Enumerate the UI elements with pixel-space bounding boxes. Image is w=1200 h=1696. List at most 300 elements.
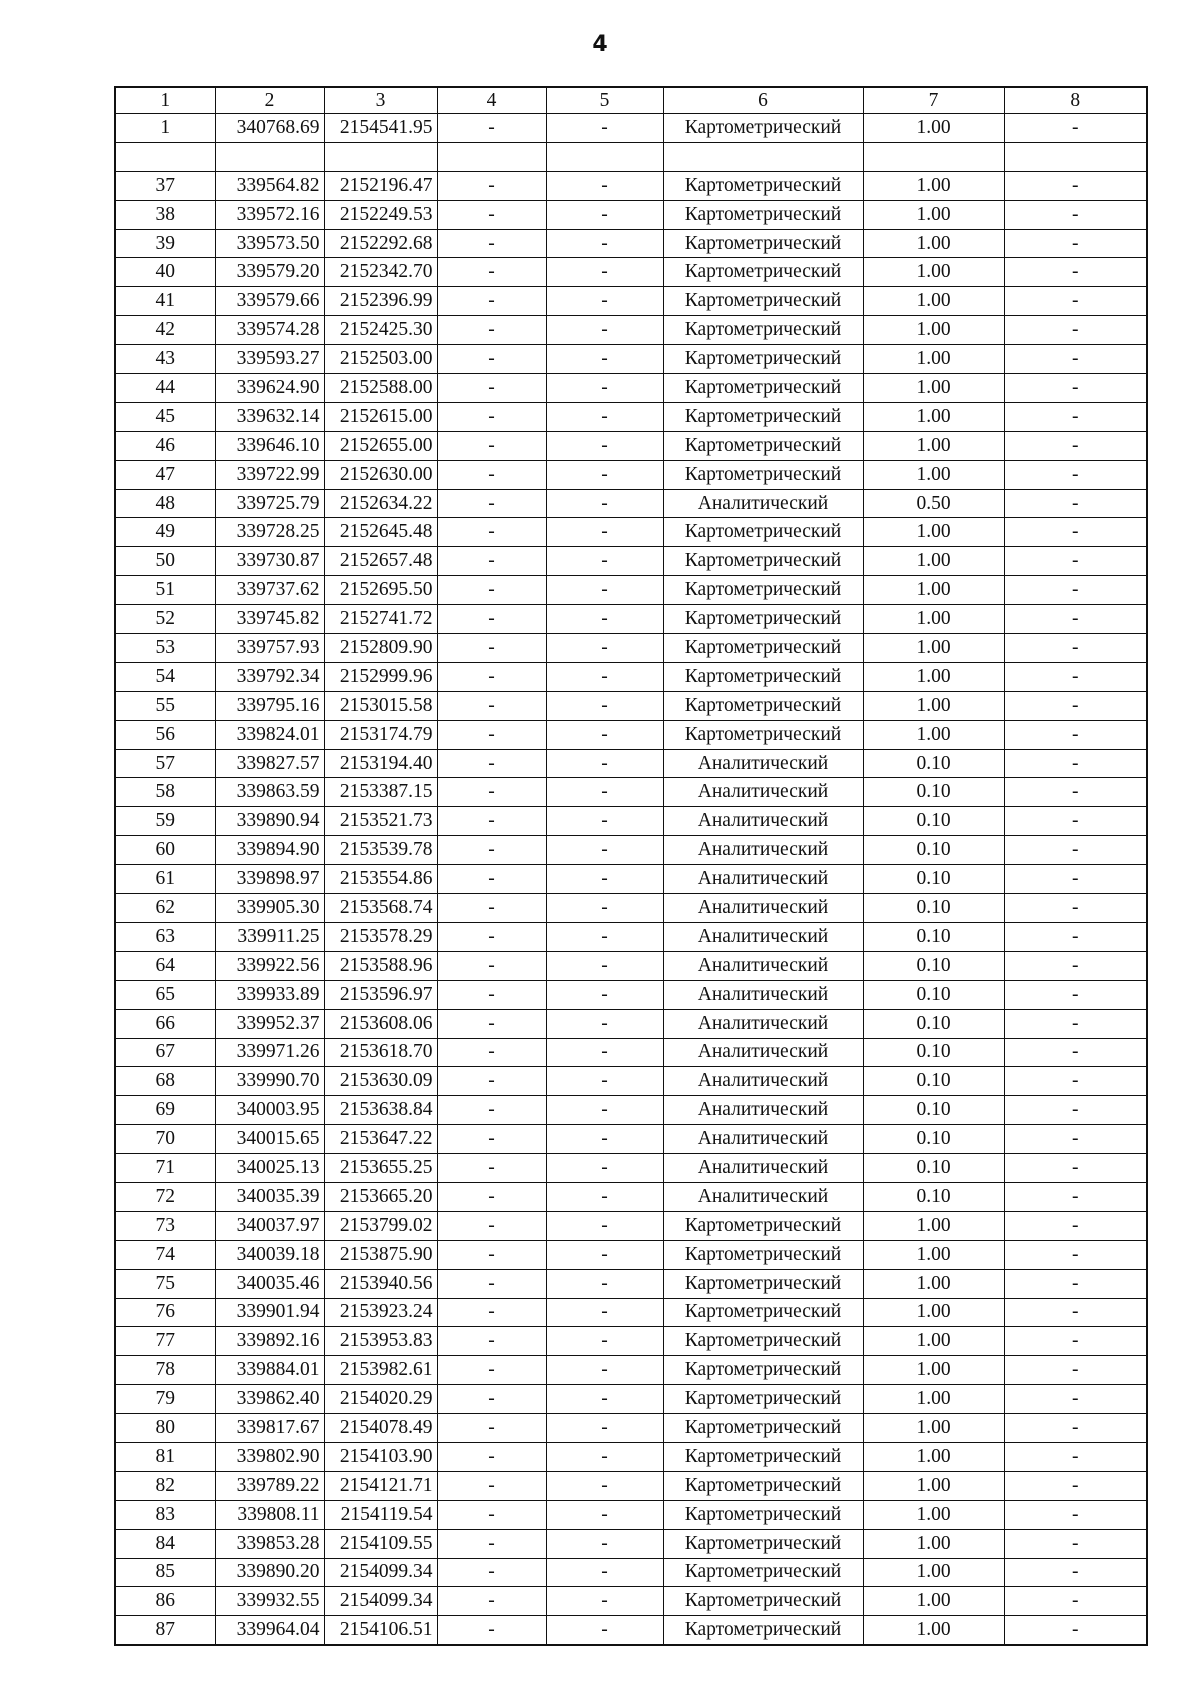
coordinate-y-cell: 2152503.00 [324, 345, 437, 374]
coordinate-x-cell: 339898.97 [215, 865, 324, 894]
column-5-value-cell: - [546, 865, 663, 894]
coordinate-y-cell: 2152396.99 [324, 287, 437, 316]
table-row [115, 1616, 1147, 1645]
coordinate-x-cell: 339990.70 [215, 1067, 324, 1096]
column-4-value-cell: - [437, 258, 546, 287]
coordinate-y-cell: 2152342.70 [324, 258, 437, 287]
column-5-value-cell: - [546, 1009, 663, 1038]
accuracy-cell: 1.00 [863, 287, 1004, 316]
accuracy-cell: 1.00 [863, 634, 1004, 663]
coordinate-x-cell: 339933.89 [215, 980, 324, 1009]
column-5-value-cell: - [546, 1154, 663, 1183]
column-5-value-cell: - [546, 229, 663, 258]
coordinate-y-cell: 2153647.22 [324, 1125, 437, 1154]
column-8-value-cell: - [1004, 1356, 1147, 1385]
column-5-value-cell: - [546, 1500, 663, 1529]
column-4-value-cell: - [437, 807, 546, 836]
table-row [115, 1240, 1147, 1269]
column-8-value-cell: - [1004, 489, 1147, 518]
coordinate-y-cell: 2152999.96 [324, 662, 437, 691]
column-8-value-cell: - [1004, 1529, 1147, 1558]
column-4-value-cell: - [437, 605, 546, 634]
column-8-value-cell: - [1004, 287, 1147, 316]
column-header-1: 1 [115, 87, 215, 114]
point-number-cell: 46 [115, 431, 215, 460]
coordinate-x-cell: 339573.50 [215, 229, 324, 258]
coordinate-y-cell: 2153194.40 [324, 749, 437, 778]
coordinate-x-cell: 339722.99 [215, 460, 324, 489]
coordinate-x-cell: 340768.69 [215, 114, 324, 143]
coordinate-x-cell: 340035.46 [215, 1269, 324, 1298]
column-5-value-cell: - [546, 1182, 663, 1211]
method-cell: Картометрический [663, 287, 863, 316]
column-8-value-cell: - [1004, 922, 1147, 951]
column-8-value-cell: - [1004, 894, 1147, 923]
column-5-value-cell: - [546, 171, 663, 200]
point-number-cell: 56 [115, 720, 215, 749]
point-number-cell: 80 [115, 1414, 215, 1443]
coordinate-y-cell: 2153588.96 [324, 951, 437, 980]
table-row [115, 865, 1147, 894]
coordinate-x-cell: 340037.97 [215, 1211, 324, 1240]
accuracy-cell: 1.00 [863, 1356, 1004, 1385]
method-cell: Картометрический [663, 1298, 863, 1327]
column-4-value-cell: - [437, 894, 546, 923]
method-cell: Аналитический [663, 749, 863, 778]
column-5-value-cell: - [546, 1067, 663, 1096]
point-number-cell: 71 [115, 1154, 215, 1183]
method-cell: Картометрический [663, 114, 863, 143]
method-cell: Картометрический [663, 1356, 863, 1385]
method-cell: Аналитический [663, 1067, 863, 1096]
method-cell: Картометрический [663, 547, 863, 576]
accuracy-cell: 1.00 [863, 1327, 1004, 1356]
column-8-value-cell: - [1004, 749, 1147, 778]
column-4-value-cell: - [437, 720, 546, 749]
accuracy-cell: 1.00 [863, 1269, 1004, 1298]
point-number-cell: 82 [115, 1471, 215, 1500]
table-row [115, 1471, 1147, 1500]
point-number-cell: 63 [115, 922, 215, 951]
table-row [115, 1154, 1147, 1183]
point-number-cell [115, 142, 215, 171]
coordinate-x-cell: 340039.18 [215, 1240, 324, 1269]
point-number-cell: 66 [115, 1009, 215, 1038]
point-number-cell: 62 [115, 894, 215, 923]
column-5-value-cell: - [546, 1558, 663, 1587]
point-number-cell: 60 [115, 836, 215, 865]
column-4-value-cell: - [437, 374, 546, 403]
coordinate-x-cell: 339862.40 [215, 1385, 324, 1414]
point-number-cell: 44 [115, 374, 215, 403]
accuracy-cell: 1.00 [863, 662, 1004, 691]
table-row [115, 894, 1147, 923]
column-5-value-cell: - [546, 1616, 663, 1645]
method-cell: Картометрический [663, 1385, 863, 1414]
table-row [115, 807, 1147, 836]
coordinate-x-cell: 339971.26 [215, 1038, 324, 1067]
point-number-cell: 85 [115, 1558, 215, 1587]
column-4-value-cell: - [437, 1182, 546, 1211]
column-8-value-cell: - [1004, 836, 1147, 865]
point-number-cell: 37 [115, 171, 215, 200]
coordinate-x-cell: 339905.30 [215, 894, 324, 923]
coordinate-y-cell: 2152292.68 [324, 229, 437, 258]
coordinate-y-cell: 2154119.54 [324, 1500, 437, 1529]
column-8-value-cell: - [1004, 1009, 1147, 1038]
point-number-cell: 76 [115, 1298, 215, 1327]
column-4-value-cell: - [437, 1154, 546, 1183]
method-cell: Картометрический [663, 1211, 863, 1240]
method-cell: Аналитический [663, 865, 863, 894]
coordinate-y-cell: 2154020.29 [324, 1385, 437, 1414]
column-4-value-cell: - [437, 200, 546, 229]
table-row [115, 1298, 1147, 1327]
coordinate-x-cell: 339964.04 [215, 1616, 324, 1645]
table-row [115, 345, 1147, 374]
column-8-value-cell: - [1004, 460, 1147, 489]
table-row [115, 171, 1147, 200]
method-cell: Картометрический [663, 1587, 863, 1616]
column-8-value-cell: - [1004, 1298, 1147, 1327]
accuracy-cell: 0.10 [863, 749, 1004, 778]
column-4-value-cell: - [437, 1240, 546, 1269]
accuracy-cell: 1.00 [863, 171, 1004, 200]
table-row [115, 460, 1147, 489]
method-cell: Аналитический [663, 836, 863, 865]
table-header-row [115, 87, 1147, 114]
method-cell: Картометрический [663, 1327, 863, 1356]
column-5-value-cell: - [546, 258, 663, 287]
table-row [115, 1096, 1147, 1125]
point-number-cell: 43 [115, 345, 215, 374]
method-cell: Картометрический [663, 345, 863, 374]
table-row [115, 1211, 1147, 1240]
method-cell: Картометрический [663, 460, 863, 489]
column-header-7: 7 [863, 87, 1004, 114]
coordinate-y-cell: 2153554.86 [324, 865, 437, 894]
table-row [115, 1009, 1147, 1038]
column-5-value-cell: - [546, 1471, 663, 1500]
column-4-value-cell: - [437, 1009, 546, 1038]
table-row [115, 114, 1147, 143]
column-5-value-cell: - [546, 547, 663, 576]
column-5-value-cell: - [546, 1096, 663, 1125]
column-4-value-cell: - [437, 634, 546, 663]
coordinate-x-cell: 339579.20 [215, 258, 324, 287]
point-number-cell: 54 [115, 662, 215, 691]
column-4-value-cell: - [437, 691, 546, 720]
accuracy-cell: 1.00 [863, 720, 1004, 749]
column-5-value-cell: - [546, 402, 663, 431]
coordinate-x-cell: 340025.13 [215, 1154, 324, 1183]
coordinate-y-cell: 2152630.00 [324, 460, 437, 489]
accuracy-cell: 0.10 [863, 1125, 1004, 1154]
accuracy-cell: 0.10 [863, 865, 1004, 894]
column-4-value-cell: - [437, 865, 546, 894]
coordinates-table [114, 86, 1148, 1646]
coordinate-y-cell: 2154099.34 [324, 1587, 437, 1616]
coordinate-x-cell: 339745.82 [215, 605, 324, 634]
coordinate-y-cell: 2152657.48 [324, 547, 437, 576]
method-cell: Аналитический [663, 1154, 863, 1183]
point-number-cell: 70 [115, 1125, 215, 1154]
column-4-value-cell: - [437, 1298, 546, 1327]
column-8-value-cell: - [1004, 1385, 1147, 1414]
column-8-value-cell: - [1004, 1471, 1147, 1500]
column-8-value-cell: - [1004, 1587, 1147, 1616]
column-8-value-cell: - [1004, 1067, 1147, 1096]
column-8-value-cell: - [1004, 691, 1147, 720]
table-row [115, 1182, 1147, 1211]
coordinate-y-cell: 2153015.58 [324, 691, 437, 720]
table-row [115, 576, 1147, 605]
method-cell: Картометрический [663, 258, 863, 287]
coordinate-x-cell: 339572.16 [215, 200, 324, 229]
method-cell: Аналитический [663, 1182, 863, 1211]
coordinate-x-cell: 339901.94 [215, 1298, 324, 1327]
coordinate-x-cell: 339922.56 [215, 951, 324, 980]
coordinate-x-cell: 339730.87 [215, 547, 324, 576]
point-number-cell: 72 [115, 1182, 215, 1211]
coordinate-y-cell: 2153875.90 [324, 1240, 437, 1269]
column-8-value-cell: - [1004, 980, 1147, 1009]
column-8-value-cell: - [1004, 200, 1147, 229]
method-cell: Аналитический [663, 489, 863, 518]
column-4-value-cell: - [437, 662, 546, 691]
coordinate-x-cell [215, 142, 324, 171]
method-cell: Картометрический [663, 1500, 863, 1529]
column-4-value-cell: - [437, 171, 546, 200]
method-cell: Картометрический [663, 374, 863, 403]
table-row [115, 1125, 1147, 1154]
column-4-value-cell: - [437, 114, 546, 143]
table-row [115, 316, 1147, 345]
column-5-value-cell: - [546, 1385, 663, 1414]
point-number-cell: 51 [115, 576, 215, 605]
coordinate-x-cell: 339808.11 [215, 1500, 324, 1529]
column-4-value-cell: - [437, 1067, 546, 1096]
column-4-value-cell: - [437, 287, 546, 316]
coordinate-x-cell: 339824.01 [215, 720, 324, 749]
point-number-cell: 52 [115, 605, 215, 634]
method-cell: Картометрический [663, 1471, 863, 1500]
column-4-value-cell: - [437, 1038, 546, 1067]
method-cell: Картометрический [663, 316, 863, 345]
table-row [115, 1385, 1147, 1414]
coordinate-y-cell: 2152425.30 [324, 316, 437, 345]
coordinate-x-cell: 339593.27 [215, 345, 324, 374]
coordinate-x-cell: 339853.28 [215, 1529, 324, 1558]
method-cell: Аналитический [663, 922, 863, 951]
method-cell: Картометрический [663, 1616, 863, 1645]
point-number-cell: 38 [115, 200, 215, 229]
method-cell: Картометрический [663, 229, 863, 258]
column-8-value-cell: - [1004, 1038, 1147, 1067]
point-number-cell: 42 [115, 316, 215, 345]
table-row [115, 229, 1147, 258]
column-8-value-cell: - [1004, 547, 1147, 576]
coordinate-y-cell [324, 142, 437, 171]
point-number-cell: 1 [115, 114, 215, 143]
accuracy-cell: 1.00 [863, 518, 1004, 547]
column-5-value-cell: - [546, 634, 663, 663]
coordinate-y-cell: 2152645.48 [324, 518, 437, 547]
coordinate-x-cell: 339789.22 [215, 1471, 324, 1500]
column-4-value-cell: - [437, 1616, 546, 1645]
accuracy-cell: 1.00 [863, 200, 1004, 229]
accuracy-cell: 1.00 [863, 1298, 1004, 1327]
coordinate-x-cell: 339894.90 [215, 836, 324, 865]
column-4-value-cell: - [437, 749, 546, 778]
table-body [115, 114, 1147, 1646]
coordinate-y-cell: 2153665.20 [324, 1182, 437, 1211]
column-5-value-cell: - [546, 605, 663, 634]
column-5-value-cell: - [546, 691, 663, 720]
table-row [115, 258, 1147, 287]
table-row [115, 547, 1147, 576]
point-number-cell: 45 [115, 402, 215, 431]
coordinate-y-cell: 2153655.25 [324, 1154, 437, 1183]
coordinate-x-cell: 339952.37 [215, 1009, 324, 1038]
column-5-value-cell: - [546, 460, 663, 489]
coordinate-x-cell: 339646.10 [215, 431, 324, 460]
method-cell: Аналитический [663, 980, 863, 1009]
table-row [115, 374, 1147, 403]
coordinate-y-cell: 2153923.24 [324, 1298, 437, 1327]
point-number-cell: 77 [115, 1327, 215, 1356]
table-row [115, 1442, 1147, 1471]
method-cell: Картометрический [663, 576, 863, 605]
coordinate-y-cell: 2153578.29 [324, 922, 437, 951]
coordinate-y-cell: 2152588.00 [324, 374, 437, 403]
point-number-cell: 83 [115, 1500, 215, 1529]
coordinate-y-cell: 2153618.70 [324, 1038, 437, 1067]
method-cell: Аналитический [663, 778, 863, 807]
accuracy-cell: 1.00 [863, 114, 1004, 143]
column-5-value-cell: - [546, 778, 663, 807]
column-8-value-cell: - [1004, 951, 1147, 980]
page-number: 4 [592, 32, 608, 57]
accuracy-cell: 0.10 [863, 778, 1004, 807]
table-row [115, 1067, 1147, 1096]
point-number-cell: 84 [115, 1529, 215, 1558]
point-number-cell: 75 [115, 1269, 215, 1298]
coordinate-x-cell: 339827.57 [215, 749, 324, 778]
column-5-value-cell: - [546, 489, 663, 518]
method-cell: Картометрический [663, 1558, 863, 1587]
column-4-value-cell: - [437, 778, 546, 807]
coordinate-y-cell: 2154078.49 [324, 1414, 437, 1443]
coordinate-x-cell: 339884.01 [215, 1356, 324, 1385]
method-cell: Картометрический [663, 171, 863, 200]
column-5-value-cell: - [546, 1356, 663, 1385]
accuracy-cell: 1.00 [863, 460, 1004, 489]
point-number-cell: 47 [115, 460, 215, 489]
accuracy-cell: 1.00 [863, 258, 1004, 287]
column-5-value-cell: - [546, 345, 663, 374]
column-8-value-cell: - [1004, 720, 1147, 749]
column-4-value-cell: - [437, 547, 546, 576]
point-number-cell: 79 [115, 1385, 215, 1414]
accuracy-cell: 0.10 [863, 807, 1004, 836]
accuracy-cell: 0.10 [863, 1038, 1004, 1067]
coordinate-x-cell: 339737.62 [215, 576, 324, 605]
column-8-value-cell: - [1004, 402, 1147, 431]
table-row [115, 1269, 1147, 1298]
point-number-cell: 50 [115, 547, 215, 576]
coordinate-y-cell: 2153596.97 [324, 980, 437, 1009]
accuracy-cell: 1.00 [863, 1442, 1004, 1471]
column-5-value-cell [546, 142, 663, 171]
column-4-value-cell: - [437, 1096, 546, 1125]
coordinate-y-cell: 2153539.78 [324, 836, 437, 865]
method-cell [663, 142, 863, 171]
point-number-cell: 64 [115, 951, 215, 980]
accuracy-cell: 1.00 [863, 1587, 1004, 1616]
column-8-value-cell: - [1004, 662, 1147, 691]
coordinate-y-cell: 2152741.72 [324, 605, 437, 634]
method-cell: Картометрический [663, 1414, 863, 1443]
coordinate-y-cell: 2152634.22 [324, 489, 437, 518]
coordinate-x-cell: 340003.95 [215, 1096, 324, 1125]
column-5-value-cell: - [546, 1240, 663, 1269]
column-8-value-cell: - [1004, 1558, 1147, 1587]
method-cell: Картометрический [663, 634, 863, 663]
column-8-value-cell: - [1004, 316, 1147, 345]
column-4-value-cell: - [437, 1442, 546, 1471]
table-row [115, 778, 1147, 807]
table-row [115, 1414, 1147, 1443]
coordinate-x-cell: 339574.28 [215, 316, 324, 345]
table-row [115, 836, 1147, 865]
column-5-value-cell: - [546, 951, 663, 980]
method-cell: Аналитический [663, 1096, 863, 1125]
point-number-cell: 58 [115, 778, 215, 807]
accuracy-cell: 1.00 [863, 345, 1004, 374]
column-8-value-cell: - [1004, 518, 1147, 547]
column-4-value-cell: - [437, 229, 546, 258]
point-number-cell: 49 [115, 518, 215, 547]
coordinate-y-cell: 2152695.50 [324, 576, 437, 605]
column-5-value-cell: - [546, 1442, 663, 1471]
coordinate-y-cell: 2153953.83 [324, 1327, 437, 1356]
accuracy-cell: 1.00 [863, 402, 1004, 431]
accuracy-cell: 1.00 [863, 229, 1004, 258]
table-row [115, 1327, 1147, 1356]
accuracy-cell: 0.10 [863, 951, 1004, 980]
column-8-value-cell: - [1004, 258, 1147, 287]
column-4-value-cell: - [437, 402, 546, 431]
column-5-value-cell: - [546, 374, 663, 403]
table-row [115, 1529, 1147, 1558]
column-4-value-cell: - [437, 1471, 546, 1500]
column-5-value-cell: - [546, 1298, 663, 1327]
coordinate-x-cell: 339911.25 [215, 922, 324, 951]
coordinate-x-cell: 339795.16 [215, 691, 324, 720]
coordinate-x-cell: 339757.93 [215, 634, 324, 663]
point-number-cell: 55 [115, 691, 215, 720]
coordinate-x-cell: 339725.79 [215, 489, 324, 518]
table-row [115, 980, 1147, 1009]
method-cell: Картометрический [663, 1240, 863, 1269]
column-8-value-cell: - [1004, 229, 1147, 258]
table-row [115, 200, 1147, 229]
point-number-cell: 41 [115, 287, 215, 316]
coordinate-y-cell: 2153174.79 [324, 720, 437, 749]
column-4-value-cell: - [437, 576, 546, 605]
column-8-value-cell: - [1004, 431, 1147, 460]
